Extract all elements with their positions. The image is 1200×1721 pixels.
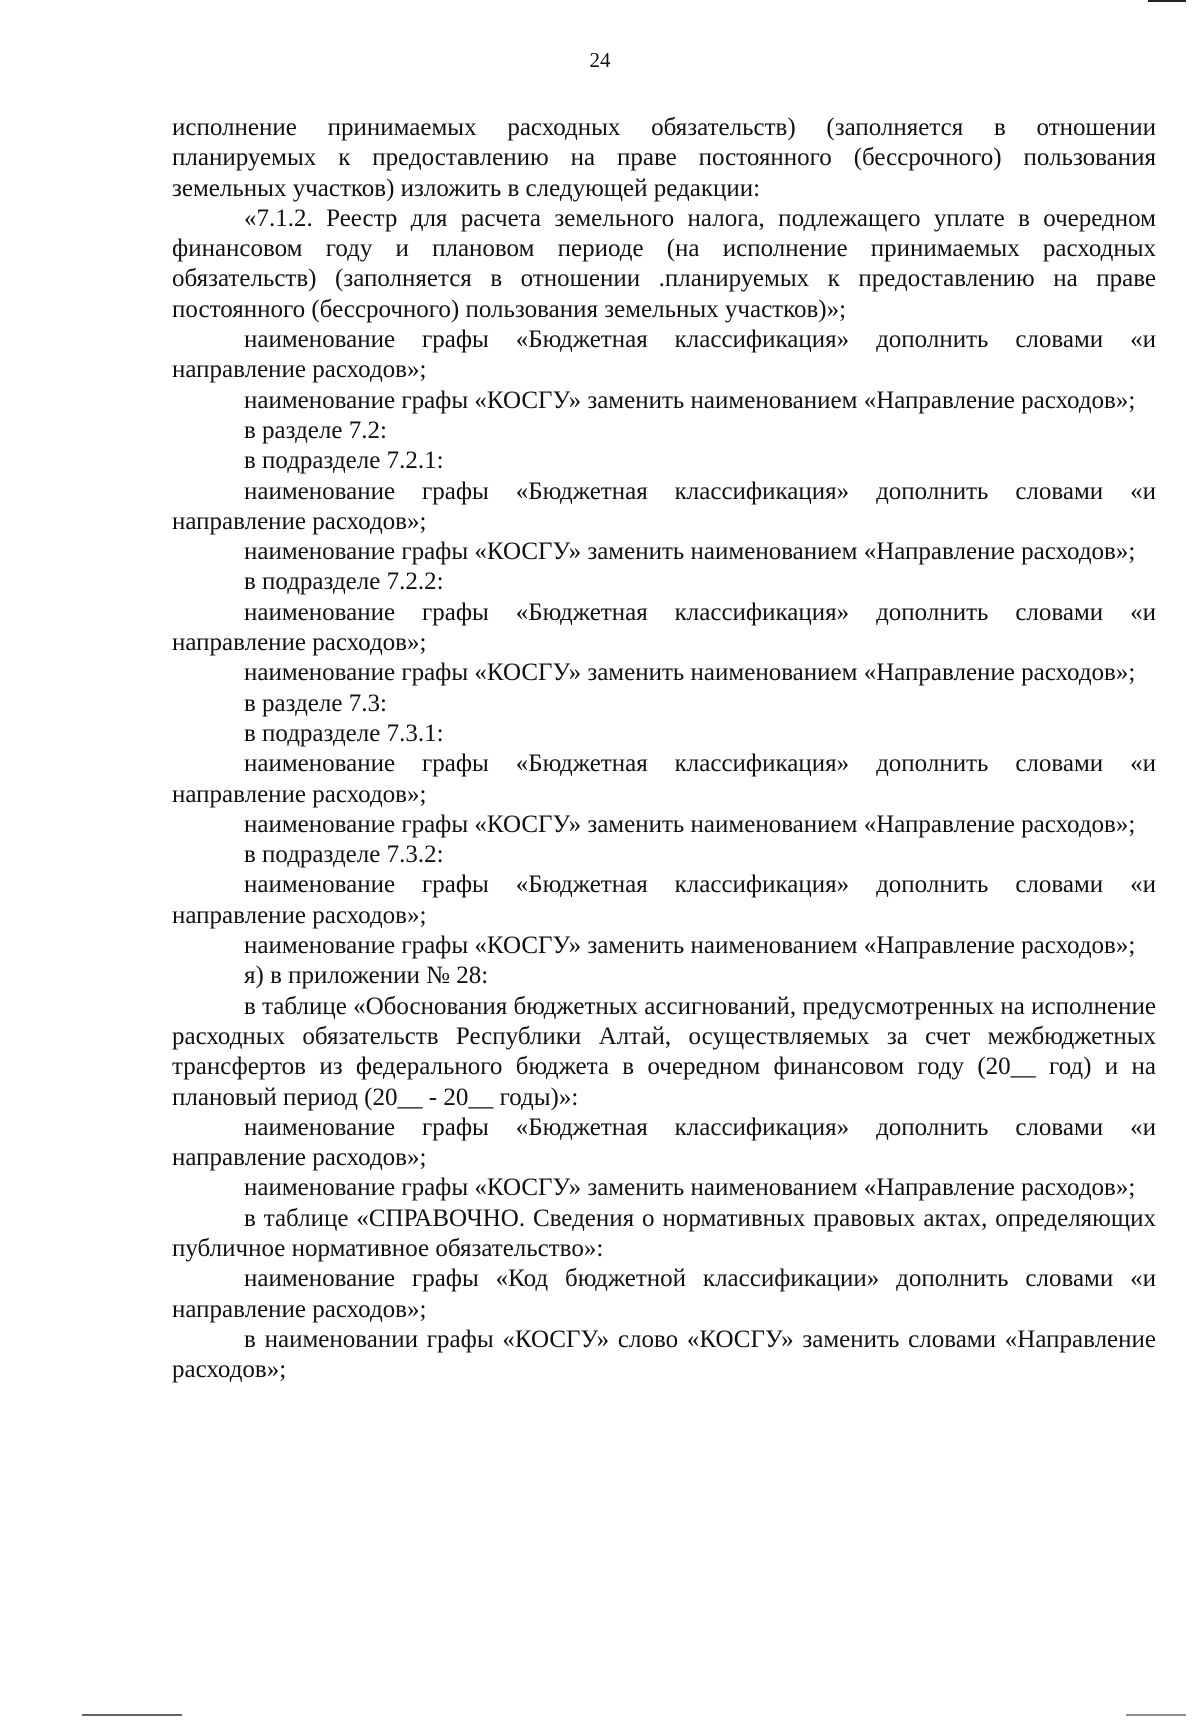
paragraph: наименование графы «КОСГУ» заменить наименованием «Направление расходов»; xyxy=(244,386,1136,414)
paragraph: наименование графы «КОСГУ» заменить наименованием «Направление расходов»; xyxy=(244,538,1136,566)
paragraph: наименование графы «КОСГУ» заменить наименованием «Направление расходов»; xyxy=(244,932,1136,960)
paragraph: в таблице «СПРАВОЧНО. Сведения о нормативных правовых актах, определяющих публичное нормативное обязательство»: xyxy=(172,1204,1156,1262)
paragraph: в подразделе 7.3.2: xyxy=(244,841,444,869)
paragraph: наименование графы «Бюджетная классификация» дополнить словами «и направление расходов»; xyxy=(172,477,1156,535)
scan-artifact xyxy=(82,1714,182,1716)
paragraph: наименование графы «КОСГУ» заменить наименованием «Направление расходов»; xyxy=(244,810,1136,838)
scan-artifact xyxy=(1148,0,1186,2)
paragraph: в разделе 7.2: xyxy=(244,416,387,444)
paragraph: я) в приложении № 28: xyxy=(244,962,489,990)
document-body xyxy=(172,113,1156,1385)
paragraph: в таблице «Обоснования бюджетных ассигнований, предусмотренных на исполнение расходных обязательств Республики Алтай, осуществляемых за счет межбюджетных трансфертов из федерального бюджета в очередном финансовом году (20__ год) и на плановый период (20__ - 20__ годы)»: xyxy=(172,992,1156,1111)
paragraph: «7.1.2. Реестр для расчета земельного налога, подлежащего уплате в очередном финансовом году и плановом периоде (на исполнение принимаемых расходных обязательств) (заполняется в отношении .планируемых к предоставлению на праве постоянного (бессрочного) пользования земельных участков)»; xyxy=(172,204,1156,323)
paragraph: наименование графы «Бюджетная классификация» дополнить словами «и направление расходов»; xyxy=(172,871,1156,929)
scan-artifact xyxy=(1126,1714,1186,1716)
paragraph: исполнение принимаемых расходных обязательств) (заполняется в отношении планируемых к предоставлению на праве постоянного (бессрочного) пользования земельных участков) изложить в следующей редакции: xyxy=(172,114,1156,202)
paragraph: наименование графы «Код бюджетной классификации» дополнить словами «и направление расходов»; xyxy=(172,1265,1156,1323)
paragraph: наименование графы «Бюджетная классификация» дополнить словами «и направление расходов»; xyxy=(172,598,1156,657)
paragraph: в наименовании графы «КОСГУ» слово «КОСГУ» заменить словами «Направление расходов»; xyxy=(172,1325,1156,1384)
paragraph: наименование графы «Бюджетная классификация» дополнить словами «и направление расходов»; xyxy=(172,750,1156,808)
paragraph: в разделе 7.3: xyxy=(244,689,387,717)
paragraph: в подразделе 7.2.2: xyxy=(244,568,444,596)
paragraph: в подразделе 7.3.1: xyxy=(244,719,444,747)
paragraph: наименование графы «Бюджетная классификация» дополнить словами «и направление расходов»; xyxy=(172,326,1156,384)
paragraph: наименование графы «КОСГУ» заменить наименованием «Направление расходов»; xyxy=(244,1174,1136,1202)
paragraph: в подразделе 7.2.1: xyxy=(244,447,444,475)
page-number: 24 xyxy=(589,48,611,72)
paragraph: наименование графы «Бюджетная классификация» дополнить словами «и направление расходов»; xyxy=(172,1113,1156,1172)
paragraph: наименование графы «КОСГУ» заменить наименованием «Направление расходов»; xyxy=(244,659,1136,687)
